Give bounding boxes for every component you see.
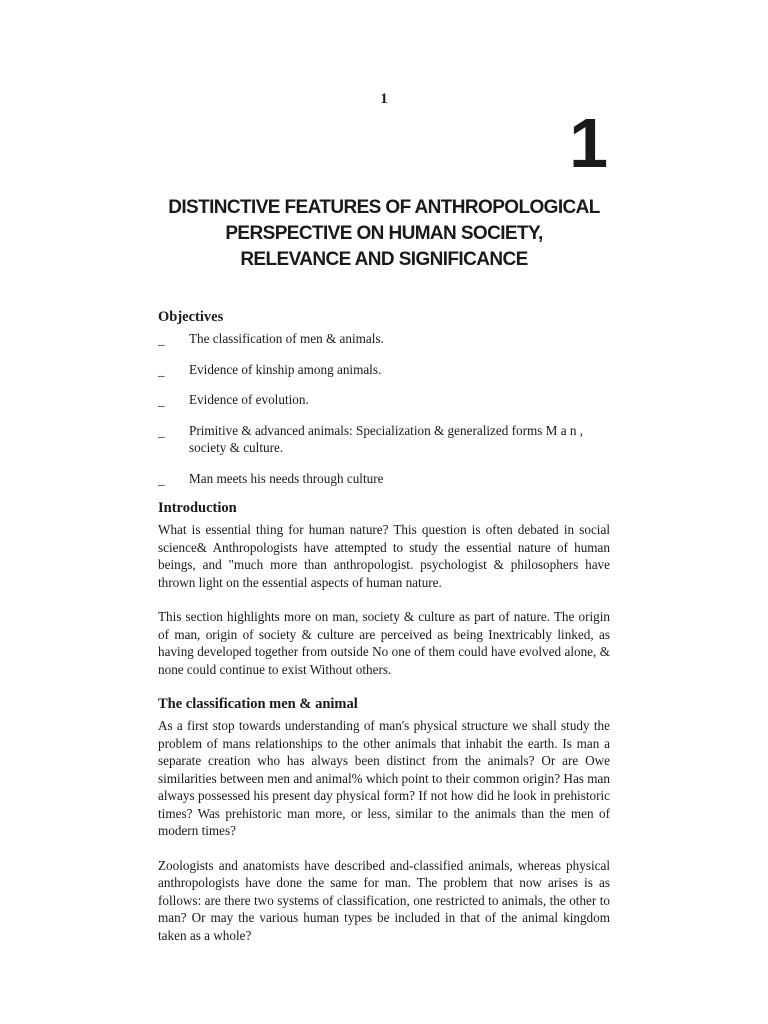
introduction-paragraph: What is essential thing for human nature? This question is often debated in social science& Anthropologists have attempted to study the essential nature of human beings, and "much more than anthropologist. psychologist & philosophers have thrown light on the essential aspects of human nature. <box>158 522 610 590</box>
objectives-heading: Objectives <box>158 309 224 325</box>
list-item <box>158 470 610 488</box>
list-item <box>158 330 610 348</box>
objective-text: The classification of men & animals. <box>189 331 384 346</box>
page-content <box>158 308 610 961</box>
chapter-title-line: DISTINCTIVE FEATURES OF ANTHROPOLOGICAL <box>168 197 600 218</box>
objectives-list <box>158 330 610 487</box>
chapter-title <box>150 195 618 273</box>
chapter-title-line: PERSPECTIVE ON HUMAN SOCIETY, <box>225 223 543 244</box>
list-item <box>158 422 610 457</box>
chapter-title-line: RELEVANCE AND SIGNIFICANCE <box>240 249 528 270</box>
list-item <box>158 391 610 409</box>
classification-paragraph: As a first stop towards understanding of man's physical structure we shall study the problem of mans relationships to the other animals that inhabit the earth. Is man a separate creation who has always been distinct from the animals? Or are Owe similarities between men and animal% which point to their common origin? Has man always possessed his present day physical form? If not how did he look in prehistoric times? Was prehistoric man more, or less, similar to the animals than the men of modern times? <box>158 718 610 838</box>
bullet-marker: _ <box>158 393 165 408</box>
introduction-heading: Introduction <box>158 500 237 516</box>
bullet-marker: _ <box>158 471 165 487</box>
classification-paragraph: Zoologists and anatomists have described and-classified animals, whereas physical anthropologists have done the same for man. The problem that now arises is as follows: are there two systems of classification, one restricted to animals, the other to man? Or may the various human types be included in that of the animal kingdom taken as a whole? <box>158 857 610 943</box>
classification-heading: The classification men & animal <box>158 696 358 712</box>
objective-text: Man meets his needs through culture <box>189 470 384 486</box>
list-item <box>158 361 610 379</box>
chapter-number: 1 <box>569 104 606 182</box>
bullet-marker: _ <box>158 332 165 347</box>
bullet-marker: _ <box>158 362 165 378</box>
bullet-marker: _ <box>158 423 165 439</box>
objective-text: Evidence of evolution. <box>189 392 309 407</box>
objective-text: Evidence of kinship among animals. <box>189 361 382 377</box>
page-number: 1 <box>380 91 388 107</box>
introduction-paragraph: This section highlights more on man, society & culture as part of nature. The origin of man, origin of society & culture are perceived as being Inextricably linked, as having developed together from outside No one of them could have evolved alone, & none could continue to exist Without others. <box>158 609 610 677</box>
objective-text: Primitive & advanced animals: Specialization & generalized forms M a n , society & culture. <box>189 422 584 455</box>
